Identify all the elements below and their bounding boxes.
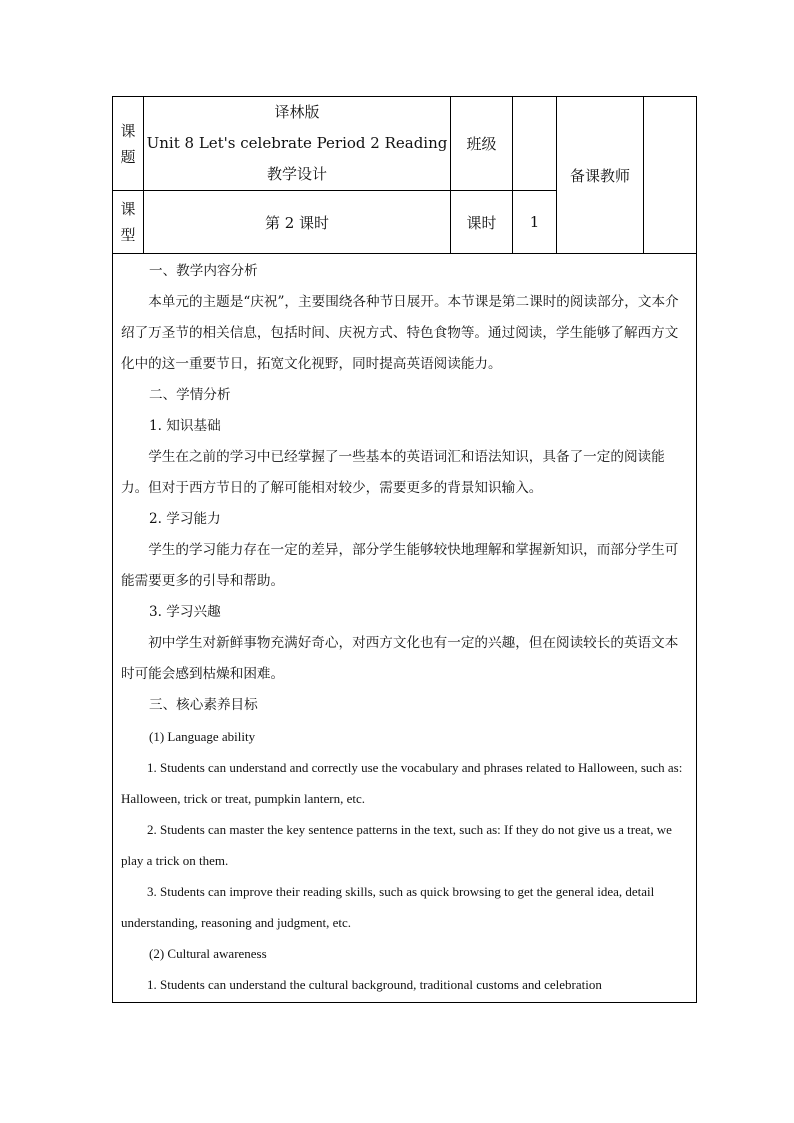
language-goal-2: 2. Students can master the key sentence patterns in the text, such as: If they do not give us a treat, we play a trick on them. [121,822,672,868]
teacher-label: 备课教师 [569,166,630,185]
topic-label: 课 题 [120,121,136,166]
teacher-value-cell[interactable] [644,97,697,254]
hours-value: 1 [529,213,540,231]
topic-label-cell [113,97,144,191]
lesson-plan-table [112,96,697,1003]
lesson-title: 译林版 Unit 8 Let's celebrate Period 2 Reading 教学设计 [146,103,448,183]
section1-paragraph: 本单元的主题是“庆祝”，主要围绕各种节日展开。本节课是第二课时的阅读部分，文本介绍了万圣节的相关信息，包括时间、庆祝方式、特色食物等。通过阅读，学生能够了解西方文化中的这一重要节日，拓宽文化视野，同时提高英语阅读能力。 [121,294,679,372]
type-value-cell [144,191,451,254]
topic-title-cell [144,97,451,191]
hours-label-cell [451,191,513,254]
section2-heading: 二、学情分析 [149,387,231,403]
type-value: 第 2 课时 [264,213,330,232]
subsection1-paragraph: 学生在之前的学习中已经掌握了一些基本的英语词汇和语法知识，具备了一定的阅读能力。但对于西方节日的了解可能相对较少，需要更多的背景知识输入。 [121,449,665,496]
subsection2-heading: 2. 学习能力 [149,511,221,527]
subsection3-heading: 3. 学习兴趣 [149,604,221,620]
language-goal-1: 1. Students can understand and correctly use the vocabulary and phrases related to Halloween, such as: Halloween, trick or treat, pumpkin lantern, etc. [121,760,683,806]
content-cell [113,254,697,1003]
language-goal-3: 3. Students can improve their reading skills, such as quick browsing to get the general idea, detail understanding, reasoning and judgment, etc. [121,884,655,930]
cultural-goal-1: 1. Students can understand the cultural background, traditional customs and celebration [147,977,602,992]
type-label-cell [113,191,144,254]
class-value-cell[interactable] [513,97,557,191]
hours-value-cell [513,191,557,254]
class-label-cell [451,97,513,191]
section1-heading: 一、教学内容分析 [149,263,258,279]
language-ability-heading: (1) Language ability [149,729,256,744]
subsection2-paragraph: 学生的学习能力存在一定的差异，部分学生能够较快地理解和掌握新知识，而部分学生可能需要更多的引导和帮助。 [121,542,679,589]
section3-heading: 三、核心素养目标 [149,697,258,713]
table-row-content [113,254,697,1003]
class-label: 班级 [466,135,497,153]
table-row-topic [113,97,697,191]
subsection3-paragraph: 初中学生对新鲜事物充满好奇心，对西方文化也有一定的兴趣，但在阅读较长的英语文本时可能会感到枯燥和困难。 [121,635,679,682]
teacher-label-cell [557,97,644,254]
subsection1-heading: 1. 知识基础 [149,418,221,434]
type-label: 课 型 [120,200,136,244]
hours-label: 课时 [466,213,497,232]
cultural-awareness-heading: (2) Cultural awareness [149,946,267,961]
